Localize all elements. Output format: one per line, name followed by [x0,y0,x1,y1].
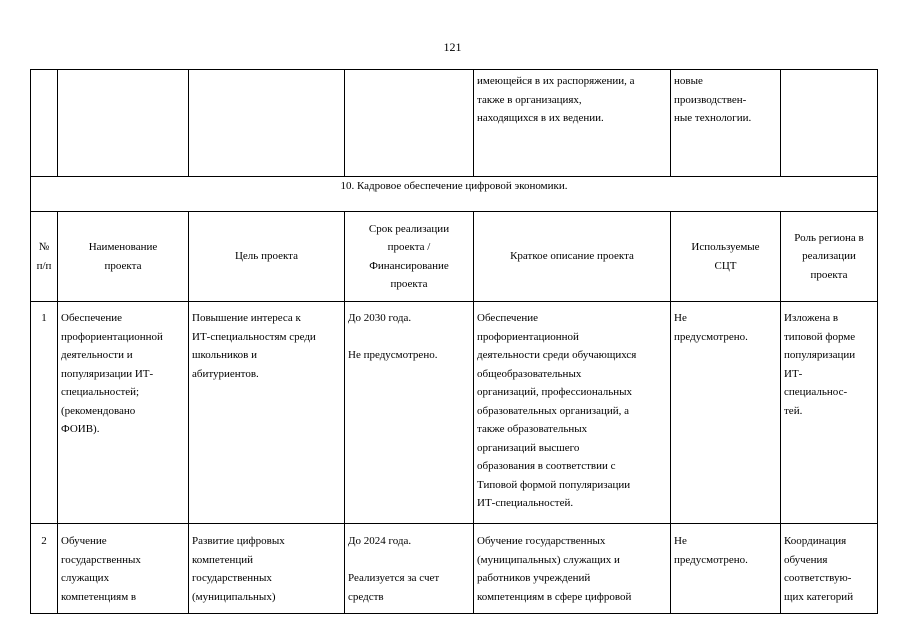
cell-empty [781,70,878,177]
row-2-technologies: Не предусмотрено. [671,524,781,614]
header-name: Наименование проекта [58,212,189,302]
continuation-description: имеющейся в их распоряжении, а также в организациях, находящихся в их ведении. [474,70,671,177]
header-goal: Цель проекта [189,212,345,302]
row-1-technologies: Не предусмотрено. [671,302,781,524]
table-row [31,524,878,614]
header-term: Срок реализации проекта / Финансирование проекта [345,212,474,302]
row-1-term: До 2030 года. Не предусмотрено. [345,302,474,524]
page-number: 121 [443,40,462,54]
continuation-technologies: новые производствен- ные технологии. [671,70,781,177]
row-2-name: Обучение государственных служащих компетенциям в [58,524,189,614]
row-2-description: Обучение государственных (муниципальных) служащих и работников учреждений компетенциям в сфере цифровой [474,524,671,614]
cell-empty [345,70,474,177]
row-2-term: До 2024 года. Реализуется за счет средств [345,524,474,614]
projects-table [30,69,878,614]
row-1-region-role: Изложена в типовой форме популяризации ИТ- специальнос- тей. [781,302,878,524]
row-1-description: Обеспечение профориентационной деятельности среди обучающихся общеобразовательных организаций, профессиональных образовательных организаций, а также образовательных организаций высшего образования в соответствии с Типовой формой популяризации ИТ-специальностей. [474,302,671,524]
row-1-name: Обеспечение профориентационной деятельности и популяризации ИТ- специальностей; (рекомендовано ФОИВ). [58,302,189,524]
row-1-goal: Повышение интереса к ИТ-специальностям среди школьников и абитуриентов. [189,302,345,524]
row-2-region-role: Координация обучения соответствую- щих категорий [781,524,878,614]
row-2-goal: Развитие цифровых компетенций государственных (муниципальных) [189,524,345,614]
header-row [31,212,878,302]
cell-empty [189,70,345,177]
header-num: № п/п [31,212,58,302]
header-description: Краткое описание проекта [474,212,671,302]
section-row [31,177,878,212]
cell-empty [58,70,189,177]
header-region-role: Роль региона в реализации проекта [781,212,878,302]
continuation-row [31,70,878,177]
row-1-num: 1 [31,302,58,524]
cell-empty [31,70,58,177]
table-row [31,302,878,524]
header-technologies: Используемые СЦТ [671,212,781,302]
row-2-num: 2 [31,524,58,614]
section-title: 10. Кадровое обеспечение цифровой экономики. [31,177,878,212]
